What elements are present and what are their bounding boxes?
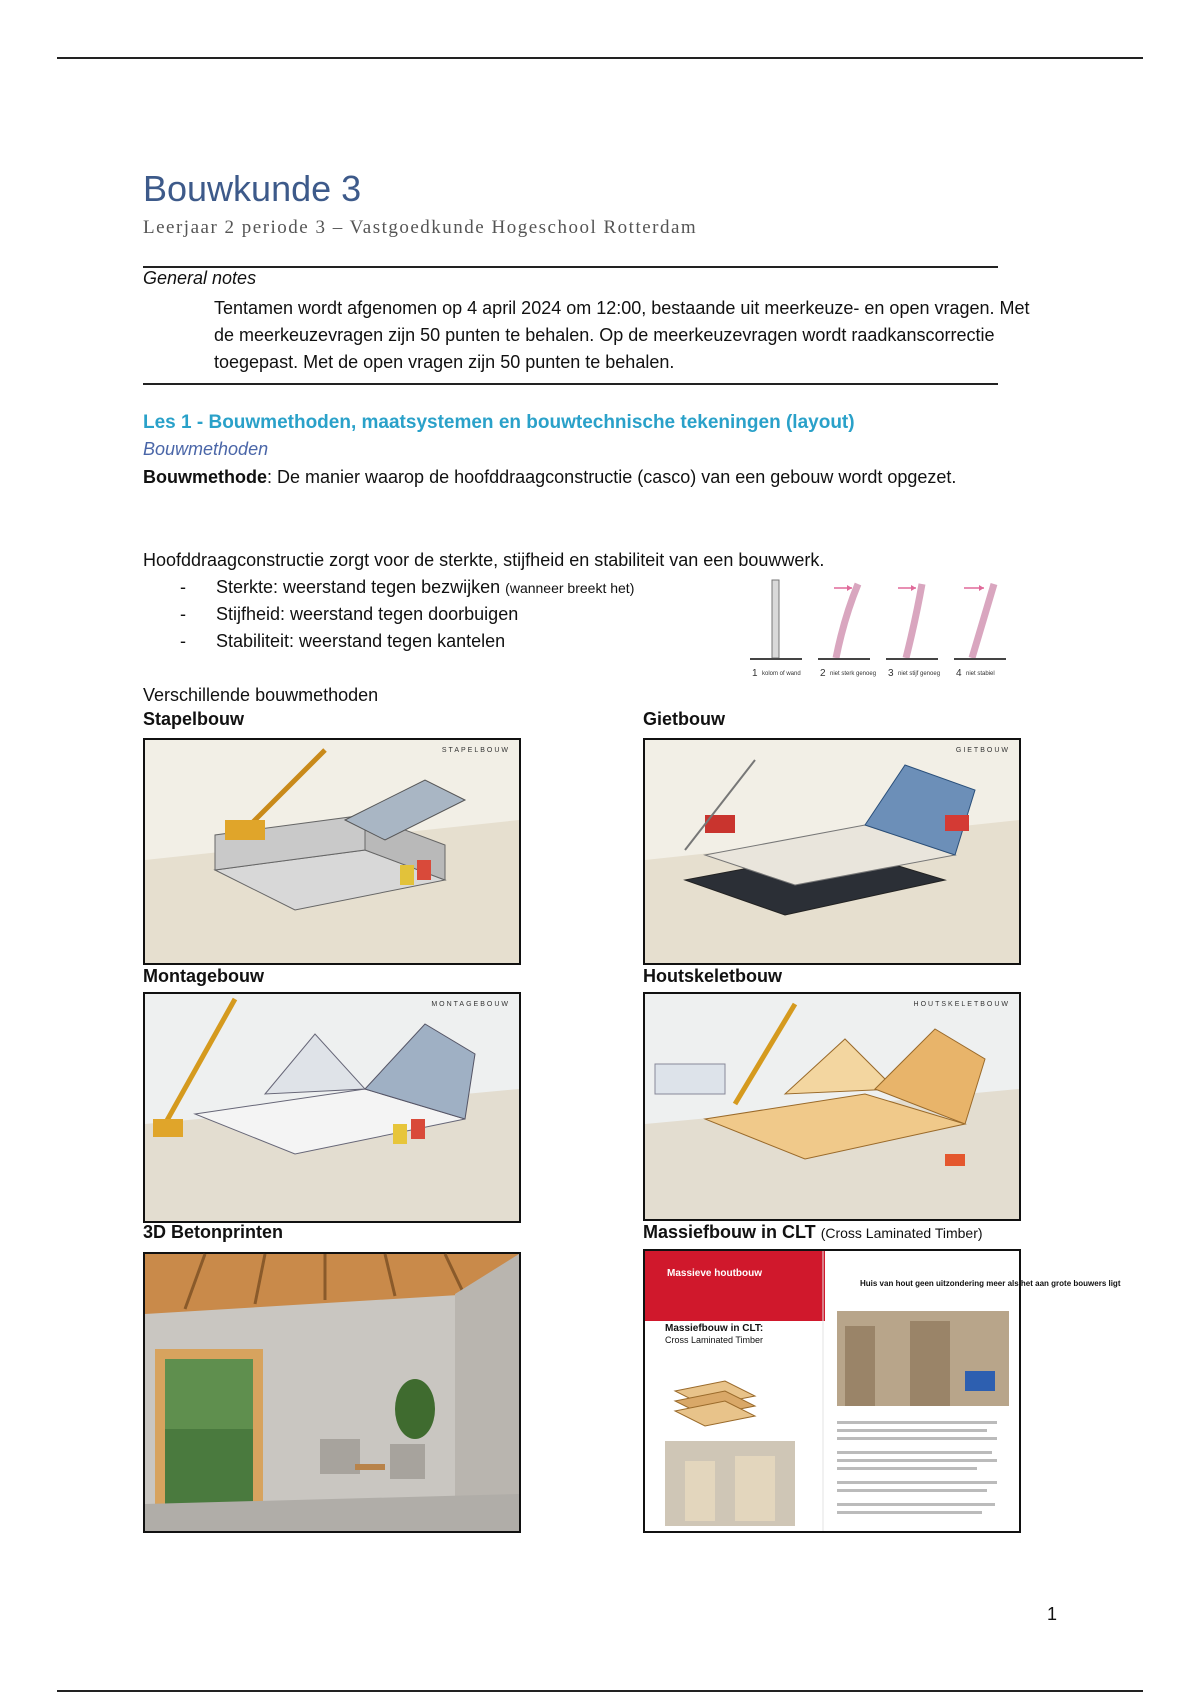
list-item (180, 574, 634, 601)
general-notes-heading: General notes (143, 268, 257, 288)
clt-label-note: (Cross Laminated Timber) (820, 1225, 983, 1241)
houtskeletbouw-image (643, 992, 1021, 1221)
bottom-rule (57, 1690, 1143, 1692)
page-number: 1 (1046, 1604, 1057, 1624)
notes-top-rule (143, 266, 998, 268)
list-item (180, 628, 634, 655)
diagram-column-4 (954, 584, 1006, 659)
clt-panel-subtitle: Cross Laminated Timber (665, 1335, 764, 1345)
list-item-text: Sterkte: weerstand tegen bezwijken (216, 577, 506, 597)
definition-term: Bouwmethode (143, 467, 267, 487)
diagram-label-num: 4 (956, 668, 962, 679)
betonprinten-label: 3D Betonprinten (143, 1222, 284, 1242)
montagebouw-banner: MONTAGEBOUW (431, 1001, 510, 1008)
houtskeletbouw-label: Houtskeletbouw (643, 966, 783, 986)
diagram-column-3 (886, 584, 938, 659)
diagram-label-num: 2 (820, 668, 826, 679)
diagram-column-2 (818, 584, 870, 659)
list-dash: - (180, 631, 186, 651)
clt-article-headline: Huis van hout geen uitzondering meer als het aan grote bouwers ligt (860, 1279, 1121, 1288)
property-list (180, 574, 634, 655)
diagram-label-text: niet stijf genoeg (898, 671, 941, 677)
list-dash: - (180, 604, 186, 624)
diagram-label-num: 1 (752, 668, 758, 679)
list-item-text: Stijfheid: weerstand tegen doorbuigen (216, 604, 519, 624)
top-rule (57, 57, 1143, 59)
clt-label (643, 1222, 983, 1243)
clt-label-text: Massiefbouw in CLT (643, 1222, 816, 1242)
section-heading: Les 1 - Bouwmethoden, maatsystemen en bouwtechnische tekeningen (layout) (143, 412, 855, 433)
definition-paragraph (143, 464, 1013, 491)
gietbouw-image (643, 738, 1021, 965)
gietbouw-label: Gietbouw (643, 709, 725, 729)
stapelbouw-label: Stapelbouw (143, 709, 245, 729)
list-dash: - (180, 577, 186, 597)
diagram-label-text: niet stabiel (966, 671, 995, 677)
betonprinten-image (143, 1252, 521, 1533)
list-item-note: (wanneer breekt het) (505, 580, 635, 596)
hoofd-paragraph: Hoofddraagconstructie zorgt voor de sterkte, stijfheid en stabiliteit van een bouwwerk. (143, 550, 825, 570)
clt-red-banner: Massieve houtbouw (667, 1268, 763, 1279)
methods-intro: Verschillende bouwmethoden (143, 685, 379, 705)
column-deflection-diagram (748, 578, 1018, 690)
diagram-column-1 (750, 580, 802, 659)
montagebouw-image (143, 992, 521, 1223)
stapelbouw-banner: STAPELBOUW (441, 747, 510, 754)
notes-bottom-rule (143, 383, 998, 385)
clt-panel-title: Massiefbouw in CLT: (665, 1323, 764, 1334)
diagram-label-text: niet sterk genoeg (830, 671, 877, 677)
stapelbouw-image (143, 738, 521, 965)
section-subheading: Bouwmethoden (143, 439, 269, 459)
gietbouw-banner: GIETBOUW (955, 747, 1010, 754)
list-item-text: Stabiliteit: weerstand tegen kantelen (216, 631, 506, 651)
definition-text: : De manier waarop de hoofddraagconstructie (casco) van een gebouw wordt opgezet. (267, 467, 957, 487)
diagram-label-num: 3 (888, 668, 894, 679)
general-notes-text: Tentamen wordt afgenomen op 4 april 2024 om 12:00, bestaande uit meerkeuze- en open vragen. Met de meerkeuzevragen zijn 50 punten te behalen. Op de meerkeuzevragen wordt raadkanscorrectie toegepast. Met de open vragen zijn 50 punten te behalen. (214, 298, 1030, 372)
list-item (180, 601, 634, 628)
diagram-label-text: kolom of wand (762, 671, 801, 677)
page-subtitle: Leerjaar 2 periode 3 – Vastgoedkunde Hogeschool Rotterdam (143, 217, 698, 238)
page-title: Bouwkunde 3 (143, 168, 362, 209)
montagebouw-label: Montagebouw (143, 966, 264, 986)
clt-image (643, 1249, 1121, 1533)
houtskeletbouw-banner: HOUTSKELETBOUW (913, 1001, 1010, 1008)
